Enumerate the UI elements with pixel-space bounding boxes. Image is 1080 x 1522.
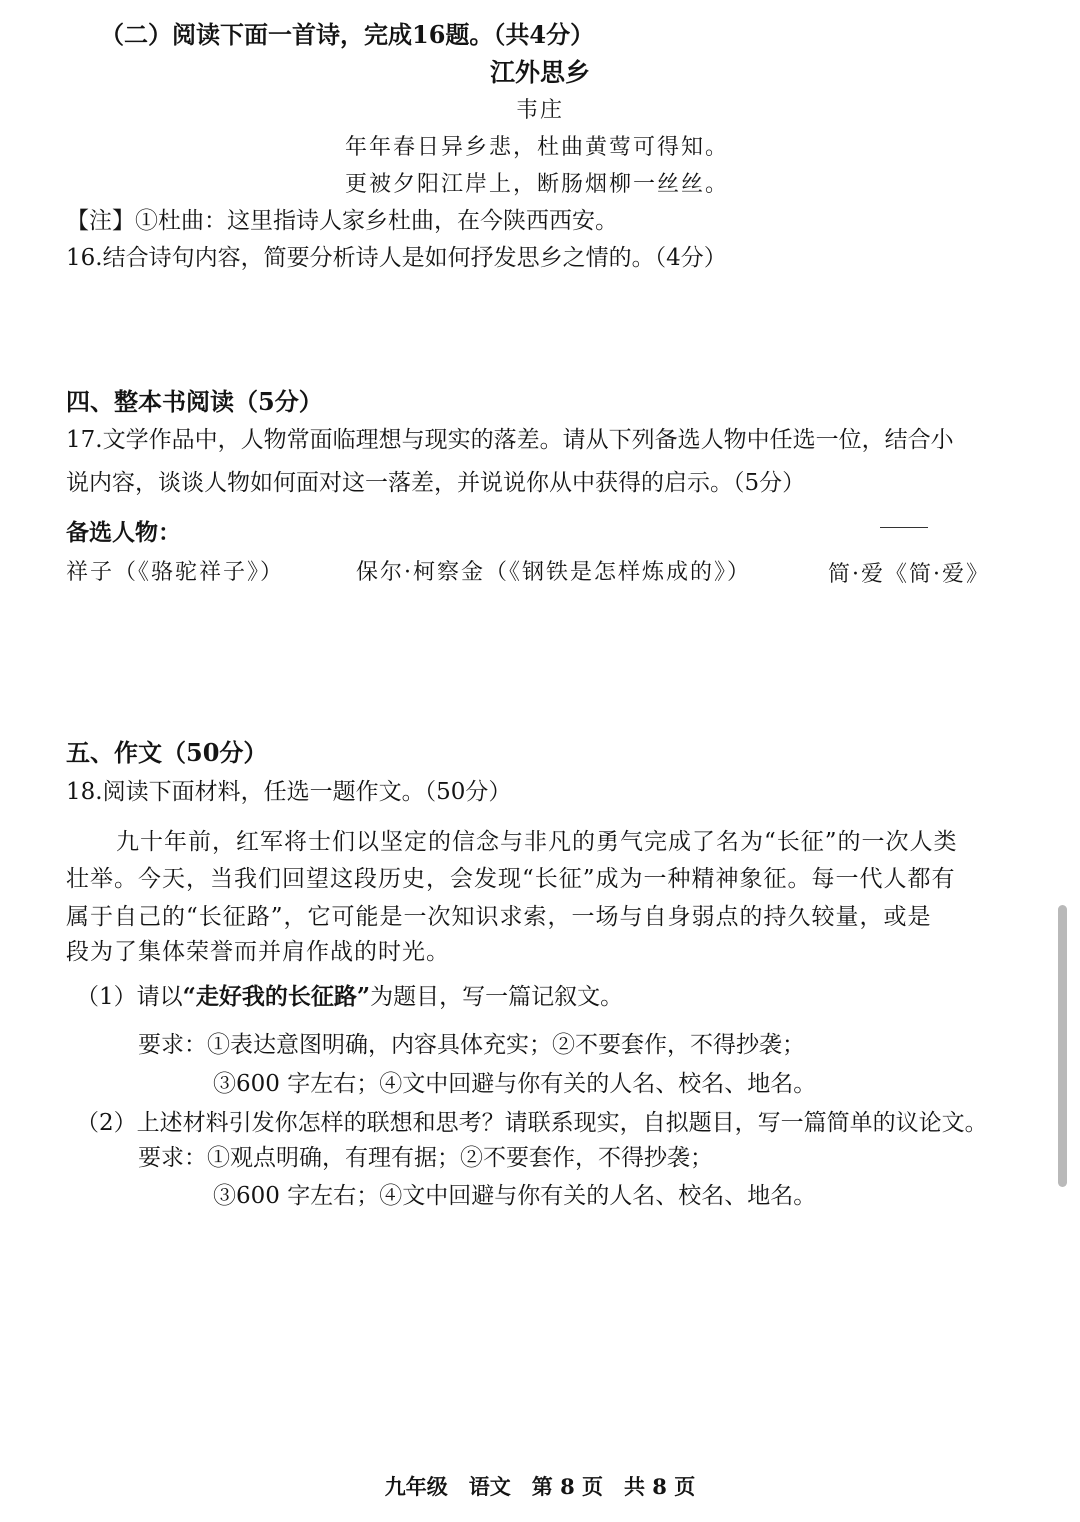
candidate-jane-eyre: 简·爱《简·爱》 <box>828 562 990 587</box>
option-1-requirement-1: 要求：①表达意图明确，内容具体充实；②不要套作，不得抄袭； <box>138 1032 805 1058</box>
poem-title: 江外思乡 <box>489 58 590 87</box>
material-line-2: 壮举。今天，当我们回望这段历史，会发现“长征”成为一种精神象征。每一代人都有 <box>66 866 956 892</box>
poem-author: 韦庄 <box>515 98 564 123</box>
question-17-line-2: 说内容，谈谈人物如何面对这一落差，并说说你从中获得的启示。（5分） <box>66 470 806 496</box>
option-1-title: “走好我的长征路” <box>182 983 371 1010</box>
option-1-requirement-2: ③600 字左右；④文中回避与你有关的人名、校名、地名。 <box>213 1071 817 1097</box>
material-line-4: 段为了集体荣誉而并肩作战的时光。 <box>66 939 450 965</box>
option-2: （2）上述材料引发你怎样的联想和思考？请联系现实，自拟题目，写一篇简单的议论文。 <box>76 1110 988 1136</box>
material-line-3: 属于自己的“长征路”，它可能是一次知识求索，一场与自身弱点的持久较量，或是 <box>66 904 932 930</box>
option-1-suffix: 为题目，写一篇记叙文。 <box>370 984 624 1010</box>
section-5-heading: 五、作文（50分） <box>66 738 268 767</box>
option-1 <box>76 982 623 1012</box>
option-2-requirement-1: 要求：①观点明确，有理有据；②不要套作，不得抄袭； <box>138 1145 713 1171</box>
page-footer: 九年级 语文 第 8 页 共 8 页 <box>384 1474 696 1499</box>
section-2-heading: （二）阅读下面一首诗，完成16题。（共4分） <box>100 20 595 49</box>
question-16: 16.结合诗句内容，简要分析诗人是如何抒发思乡之情的。（4分） <box>66 245 727 271</box>
poem-line-2: 更被夕阳江岸上，断肠烟柳一丝丝。 <box>345 172 730 197</box>
material-line-1: 九十年前，红军将士们以坚定的信念与非凡的勇气完成了名为“长征”的一次人类 <box>116 829 958 855</box>
question-17-line-1: 17.文学作品中，人物常面临理想与现实的落差。请从下列备选人物中任选一位，结合小 <box>66 427 954 453</box>
question-18: 18.阅读下面材料，任选一题作文。（50分） <box>66 779 512 805</box>
poem-note: 【注】①杜曲：这里指诗人家乡杜曲，在今陕西西安。 <box>66 208 618 234</box>
option-1-prefix: （1）请以 <box>76 984 183 1010</box>
section-4-heading: 四、整本书阅读（5分） <box>66 387 323 416</box>
scrollbar-thumb[interactable] <box>1058 905 1067 1187</box>
candidate-xiangzi: 祥子（《骆驼祥子》） <box>66 560 285 585</box>
decorative-dash <box>880 527 928 528</box>
candidate-paul-korchagin: 保尔·柯察金（《钢铁是怎样炼成的》） <box>356 560 751 585</box>
candidates-label: 备选人物： <box>66 519 181 546</box>
poem-line-1: 年年春日异乡悲，杜曲黄莺可得知。 <box>345 135 730 160</box>
option-2-requirement-2: ③600 字左右；④文中回避与你有关的人名、校名、地名。 <box>213 1183 817 1209</box>
